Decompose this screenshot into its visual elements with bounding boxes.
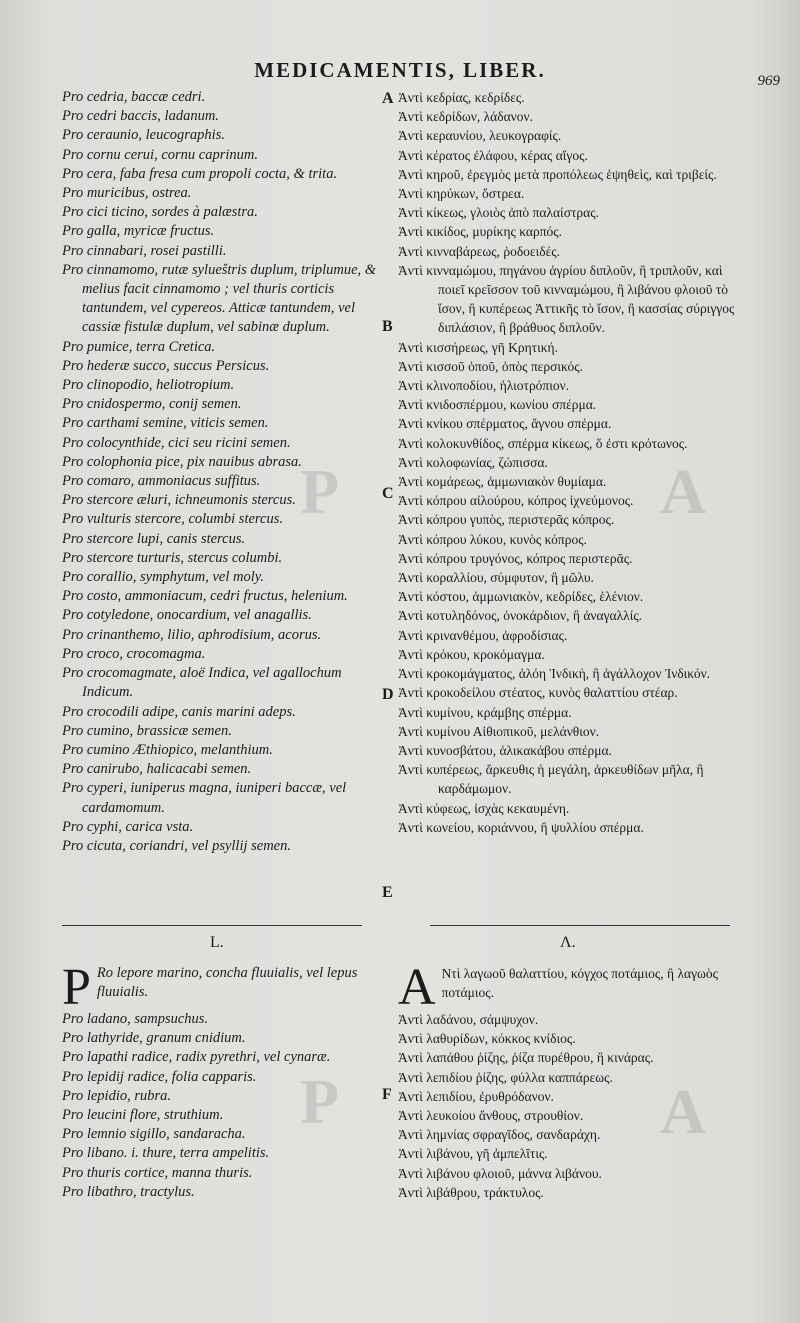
entry: Ἀντὶ κυμίνου, κράμβης σπέρμα. (398, 704, 572, 720)
entry: Ἀντὶ κυνοσβάτου, ἁλικακάβου σπέρμα. (398, 742, 612, 758)
entry: Pro corallio, symphytum, vel moly. (62, 569, 265, 586)
section-heading-greek: Λ. (560, 934, 576, 951)
margin-letter: E (382, 884, 393, 901)
entry: Pro cyperi, iuniperus magna, iuniperi baccæ, vel cardamomum. (62, 780, 347, 816)
entry: Ἀντὶ κλινοποδίου, ἡλιοτρόπιον. (398, 378, 570, 394)
entry: Ἀντὶ κοτυληδόνος, ὀνοκάρδιον, ἢ ἀναγαλλίς. (398, 608, 643, 624)
latin-column (62, 88, 380, 856)
entry: Ἀντὶ λιβάνου, γῆ ἀμπελῖτις. (398, 1146, 548, 1162)
entry: Ἀντὶ κεδρίας, κεδρίδες. (398, 90, 525, 105)
entry: Pro ladano, sampsuchus. (62, 1011, 209, 1027)
entry: Ἀντὶ λαδάνου, σάμψυχον. (398, 1012, 539, 1027)
entry: Pro cumino Æthiopico, melanthium. (62, 741, 273, 758)
entry: Pro crinanthemo, lilio, aphrodisium, acorus. (62, 626, 322, 643)
entry: Pro canirubo, halicacabi semen. (62, 761, 252, 778)
entry: Pro stercore lupi, canis stercus. (62, 530, 246, 547)
entry: Pro lathyride, granum cnidium. (62, 1030, 246, 1047)
entry: Pro colocynthide, cici seu ricini semen. (62, 434, 291, 451)
entry: Pro croco, crocomagma. (62, 645, 206, 662)
bleed-through-letter: A (660, 1076, 707, 1147)
entry: Pro cnidospermo, conij semen. (62, 396, 242, 413)
entry: Pro cera, faba fresa cum propoli cocta, & trita. (62, 165, 338, 182)
entry: Pro carthami semine, viticis semen. (62, 415, 269, 432)
entry: Pro comaro, ammoniacus suffitus. (62, 473, 261, 490)
entry: Ἀντὶ κωνείου, κοριάννου, ἢ ψυλλίου σπέρμα. (398, 819, 644, 835)
entry: Pro lemnio sigillo, sandaracha. (62, 1126, 246, 1143)
entry: Pro cedri baccis, ladanum. (62, 108, 219, 125)
bleed-through-letter: P (300, 1066, 340, 1137)
entry-first: A Ντὶ λαγωοῦ θαλαττίου, κόγχος ποτάμιος, ἢ λαγωὸς ποτάμιος. (398, 959, 719, 1016)
entry: Ἀντὶ κόπρου τρυγόνος, κόπρος περιστερᾶς. (398, 550, 633, 566)
entry: Ἀντὶ κόπρου γυπὸς, περιστερᾶς κόπρος. (398, 512, 615, 528)
entry: Ἀντὶ κινναβάρεως, ῥοδοειδές. (398, 243, 560, 259)
entry: Pro cotyledone, onocardium, vel anagallis. (62, 607, 312, 624)
margin-letter: C (382, 485, 394, 502)
entry: Ἀντὶ λεπιδίου ῥίζης, φύλλα καππάρεως. (398, 1069, 613, 1085)
entry: Pro cedria, baccæ cedri. (62, 89, 206, 105)
entry: Pro cornu cerui, cornu caprinum. (62, 146, 258, 163)
page-number: 969 (757, 73, 780, 89)
entry: Ἀντὶ λιβάνου φλοιοῦ, μάννα λιβάνου. (398, 1165, 602, 1181)
entry: Ἀντὶ κικίδος, μυρίκης καρπός. (398, 224, 563, 240)
entry: Ἀντὶ κινναμώμου, πηγάνου ἀγρίου διπλοῦν, ἢ τριπλοῦν, καὶ ποιεῖ κρεῖσσον τοῦ κινναμώμου, ἢ λιβάνου φλοιοῦ τὸ ἴσον, ἢ κυπέρεως Ἀττικῆς τὸ ἴσον, ἢ κασσίας σύριγγος διπλάσιον, ἢ βράθυος διπλοῦν. (398, 262, 735, 336)
entry: Ἀντὶ κυπέρεως, ἄρκευθις ἡ μεγάλη, ἀρκευθίδων μῆλα, ἢ καρδάμωμον. (398, 762, 704, 797)
margin-letter: B (382, 318, 393, 335)
greek-column-lambda (398, 959, 750, 1202)
section-rule (62, 925, 362, 926)
entry: Pro lapathi radice, radix pyrethri, vel cynaræ. (62, 1049, 331, 1066)
entry: Ἀντὶ κοραλλίου, σύμφυτον, ἢ μῶλυ. (398, 570, 594, 586)
entry: Pro libathro, tractylus. (62, 1183, 195, 1200)
entry: Pro stercore turturis, stercus columbi. (62, 549, 283, 566)
entry: Ἀντὶ κέρατος ἐλάφου, κέρας αἴγος. (398, 147, 588, 163)
entry: Ἀντὶ κρινανθέμου, ἀφροδίσιας. (398, 627, 568, 643)
entry: Pro cyphi, carica vsta. (62, 818, 194, 835)
entry: Ἀντὶ κεδρίδων, λάδανον. (398, 109, 533, 125)
entry: Ἀντὶ κόστου, ἀμμωνιακὸν, κεδρίδες, ἑλένιον. (398, 589, 644, 605)
entry: Ἀντὶ λημνίας σφραγῖδος, σανδαράχη. (398, 1127, 601, 1143)
entry: Ἀντὶ κόπρου αἰλούρου, κόπρος ἰχνεύμονος. (398, 493, 634, 509)
entry: Pro muricibus, ostrea. (62, 185, 192, 202)
entry: Pro cinnamomo, rutæ sylueštris duplum, triplumue, & melius facit cinnamomo ; vel thuris corticis tantundem, vel cypereos. Atticæ tantundem, vel cassiæ fistulæ duplum, vel sabinæ duplum. (62, 261, 377, 336)
entry: Pro libano. i. thure, terra ampelitis. (62, 1145, 270, 1162)
greek-column (398, 88, 750, 837)
entry: Pro cicuta, coriandri, vel psyllij semen. (62, 837, 291, 854)
entry: Pro lepidij radice, folia capparis. (62, 1068, 257, 1085)
entry: Ἀντὶ λαπάθου ῥίζης, ῥίζα πυρέθρου, ἢ κινάρας. (398, 1050, 654, 1066)
entry: Pro cici ticino, sordes à palæstra. (62, 204, 258, 221)
entry: Pro thuris cortice, manna thuris. (62, 1164, 253, 1181)
entry: Pro galla, myricæ fructus. (62, 223, 215, 240)
entry: Ἀντὶ κολοφωνίας, ζώπισσα. (398, 454, 548, 470)
entry: Ἀντὶ κίκεως, γλοιὸς ἀπὸ παλαίστρας. (398, 205, 599, 221)
entry: Pro ceraunio, leucographis. (62, 127, 225, 144)
entry: Pro leucini flore, struthium. (62, 1107, 224, 1124)
entry: Pro vulturis stercore, columbi stercus. (62, 511, 283, 528)
margin-letter: F (382, 1086, 392, 1103)
entry: Pro crocodili adipe, canis marini adeps. (62, 703, 296, 720)
entry: Ἀντὶ λιβάθρου, τράκτυλος. (398, 1184, 544, 1200)
entry: Pro cumino, brassicæ semen. (62, 722, 232, 739)
entry: Pro hederæ succo, succus Persicus. (62, 357, 270, 374)
entry: Ἀντὶ λευκοίου ἄνθους, στρουθίον. (398, 1108, 584, 1124)
bleed-through-letter: P (300, 456, 340, 527)
entry: Pro stercore æluri, ichneumonis stercus. (62, 492, 296, 509)
entry: Ἀντὶ κισσοῦ ὀποῦ, ὀπὸς περσικός. (398, 358, 583, 374)
latin-column-l (62, 959, 380, 1202)
entry: Pro colophonia pice, pix nauibus abrasa. (62, 453, 302, 470)
bleed-through-letter: A (660, 456, 707, 527)
entry: Ἀντὶ κύφεως, ἰσχὰς κεκαυμένη. (398, 800, 570, 816)
entry: Ἀντὶ κνίκου σπέρματος, ἄγνου σπέρμα. (398, 416, 612, 432)
entry: Pro crocomagmate, aloë Indica, vel agallochum Indicum. (62, 665, 342, 701)
entry: Ἀντὶ λεπιδίου, ἐρυθρόδανον. (398, 1088, 554, 1104)
entry: Pro cinnabari, rosei pastilli. (62, 242, 227, 259)
entry: Ἀντὶ κισσήρεως, γῆ Κρητική. (398, 339, 558, 355)
entry: Ἀντὶ κροκοδείλου στέατος, κυνὸς θαλαττίου στέαρ. (398, 685, 678, 701)
margin-letter: A (382, 90, 394, 107)
section-heading-latin: L. (210, 934, 224, 951)
running-head: MEDICAMENTIS, LIBER. (254, 58, 546, 82)
entry: Ἀντὶ κολοκυνθίδος, σπέρμα κίκεως, ὅ ἐστι κρότωνος. (398, 435, 688, 451)
entry: Ἀντὶ κρόκου, κροκόμαγμα. (398, 646, 545, 662)
entry: Ἀντὶ κυμίνου Αἰθιοπικοῦ, μελάνθιον. (398, 723, 600, 739)
entry: Ἀντὶ κροκομάγματος, ἀλόη Ἰνδικὴ, ἢ ἀγάλλοχον Ἰνδικόν. (398, 666, 711, 682)
entry: Pro clinopodio, heliotropium. (62, 377, 235, 394)
entry: Pro costo, ammoniacum, cedri fructus, helenium. (62, 588, 348, 605)
entry: Ἀντὶ κεραυνίου, λευκογραφίς. (398, 128, 562, 144)
entry: Ἀντὶ κηροῦ, ἐρεγμὸς μετὰ προπόλεως ἑψηθεὶς, καὶ τριβείς. (398, 166, 717, 182)
entry: Ἀντὶ κνιδοσπέρμου, κωνίου σπέρμα. (398, 397, 597, 413)
entry: Ἀντὶ κηρύκων, ὄστρεα. (398, 186, 525, 202)
margin-letter: D (382, 686, 394, 703)
entry: Ἀντὶ κόπρου λύκου, κυνὸς κόπρος. (398, 531, 587, 547)
entry-first: P Ro lepore marino, concha fluuialis, vel lepus fluuialis. (62, 959, 358, 1016)
entry: Ἀντὶ κομάρεως, ἀμμωνιακὸν θυμίαμα. (398, 474, 607, 490)
drop-cap: A (398, 959, 436, 1016)
entry: Ἀντὶ λαθυρίδων, κόκκος κνίδιος. (398, 1031, 576, 1047)
drop-cap: P (62, 959, 91, 1016)
entry: Pro pumice, terra Cretica. (62, 338, 216, 355)
entry: Pro lepidio, rubra. (62, 1087, 172, 1104)
section-rule (430, 925, 730, 926)
